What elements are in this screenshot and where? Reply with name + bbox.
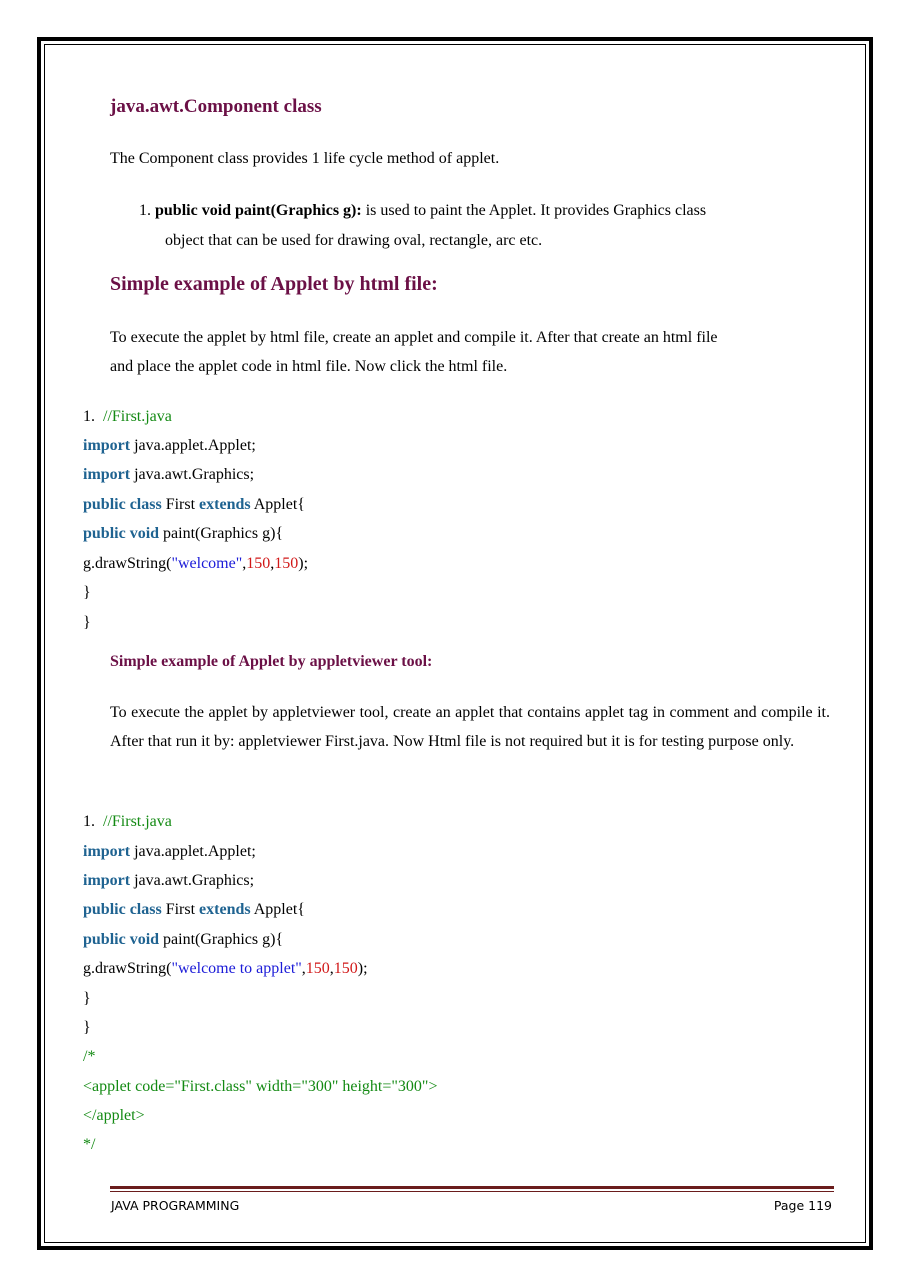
code-text: g.drawString( <box>83 555 172 572</box>
code-text: ); <box>298 555 309 572</box>
code-text: ); <box>357 960 368 977</box>
code-comment: /* <box>83 1048 96 1065</box>
code-text: Applet{ <box>250 496 305 513</box>
code-number: 150 <box>333 960 358 977</box>
component-intro: The Component class provides 1 life cycle method of applet. <box>110 150 500 167</box>
code-number: 150 <box>246 555 271 572</box>
code-text: , <box>270 555 275 572</box>
code-comment: //First.java <box>103 408 172 425</box>
footer-title: JAVA PROGRAMMING <box>111 1198 240 1213</box>
code-number: 150 <box>274 555 299 572</box>
code-line <box>83 525 283 543</box>
code-line <box>83 901 305 919</box>
appletviewer-para: To execute the applet by appletviewer tool, create an applet that contains applet tag in comment and compile it. After that run it by: appletviewer First.java. Now Html file is not required but it is for testing purpose only. <box>110 704 830 750</box>
code-line: } <box>83 990 91 1007</box>
code-text: First <box>161 496 200 513</box>
code-string: "welcome" <box>171 555 243 572</box>
code-comment: </applet> <box>83 1107 145 1124</box>
html-para-line1: To execute the applet by html file, create an applet and compile it. After that create an html file <box>110 329 718 346</box>
code-text: Applet{ <box>250 901 305 918</box>
code-text: , <box>301 960 306 977</box>
code-text: java.awt.Graphics; <box>130 872 255 889</box>
list-item-desc-line2: object that can be used for drawing oval, rectangle, arc etc. <box>165 232 543 249</box>
footer-rule-thin <box>110 1191 834 1192</box>
code-keyword: import <box>83 872 131 889</box>
code-keyword: public void <box>83 525 160 542</box>
code-line: } <box>83 1019 91 1036</box>
code-text: g.drawString( <box>83 960 172 977</box>
list-item-desc: is used to paint the Applet. It provides Graphics class <box>361 202 707 219</box>
code-line <box>83 813 172 831</box>
code-line <box>83 960 368 978</box>
code-line <box>83 466 254 484</box>
code-comment: //First.java <box>103 813 172 830</box>
code-keyword: extends <box>199 901 251 918</box>
code-line <box>83 496 305 514</box>
section-title-html-file: Simple example of Applet by html file: <box>110 273 438 295</box>
list-item-method: public void paint(Graphics g): <box>155 202 362 219</box>
code-text: , <box>329 960 334 977</box>
code-keyword: import <box>83 843 131 860</box>
code-text: java.applet.Applet; <box>130 437 256 454</box>
code-line: } <box>83 614 91 631</box>
html-para-line2: and place the applet code in html file. Now click the html file. <box>110 358 508 375</box>
code-keyword: extends <box>199 496 251 513</box>
code-string: "welcome to applet" <box>171 960 302 977</box>
page-number: Page 119 <box>773 1198 832 1213</box>
code-line <box>83 872 254 890</box>
code-line <box>83 843 256 861</box>
code-comment: */ <box>83 1136 96 1153</box>
section-title-appletviewer: Simple example of Applet by appletviewer tool: <box>110 653 433 670</box>
line-number: 1. <box>83 408 95 425</box>
section-title-component-class: java.awt.Component class <box>110 96 322 117</box>
list-item-number: 1. <box>139 202 151 219</box>
code-keyword: public void <box>83 931 160 948</box>
list-item-paint <box>139 196 706 225</box>
code-keyword: import <box>83 466 131 483</box>
code-keyword: public class <box>83 496 162 513</box>
line-number: 1. <box>83 813 95 830</box>
code-line <box>83 555 308 573</box>
code-line: } <box>83 584 91 601</box>
code-keyword: public class <box>83 901 162 918</box>
code-line <box>83 408 172 426</box>
code-keyword: import <box>83 437 131 454</box>
code-text: paint(Graphics g){ <box>159 525 284 542</box>
code-text: , <box>242 555 247 572</box>
code-number: 150 <box>305 960 330 977</box>
footer-rule <box>110 1186 834 1189</box>
code-comment: <applet code="First.class" width="300" height="300"> <box>83 1078 438 1095</box>
code-line <box>83 931 283 949</box>
code-text: First <box>161 901 200 918</box>
code-text: java.applet.Applet; <box>130 843 256 860</box>
code-text: java.awt.Graphics; <box>130 466 255 483</box>
code-line <box>83 437 256 455</box>
code-text: paint(Graphics g){ <box>159 931 284 948</box>
